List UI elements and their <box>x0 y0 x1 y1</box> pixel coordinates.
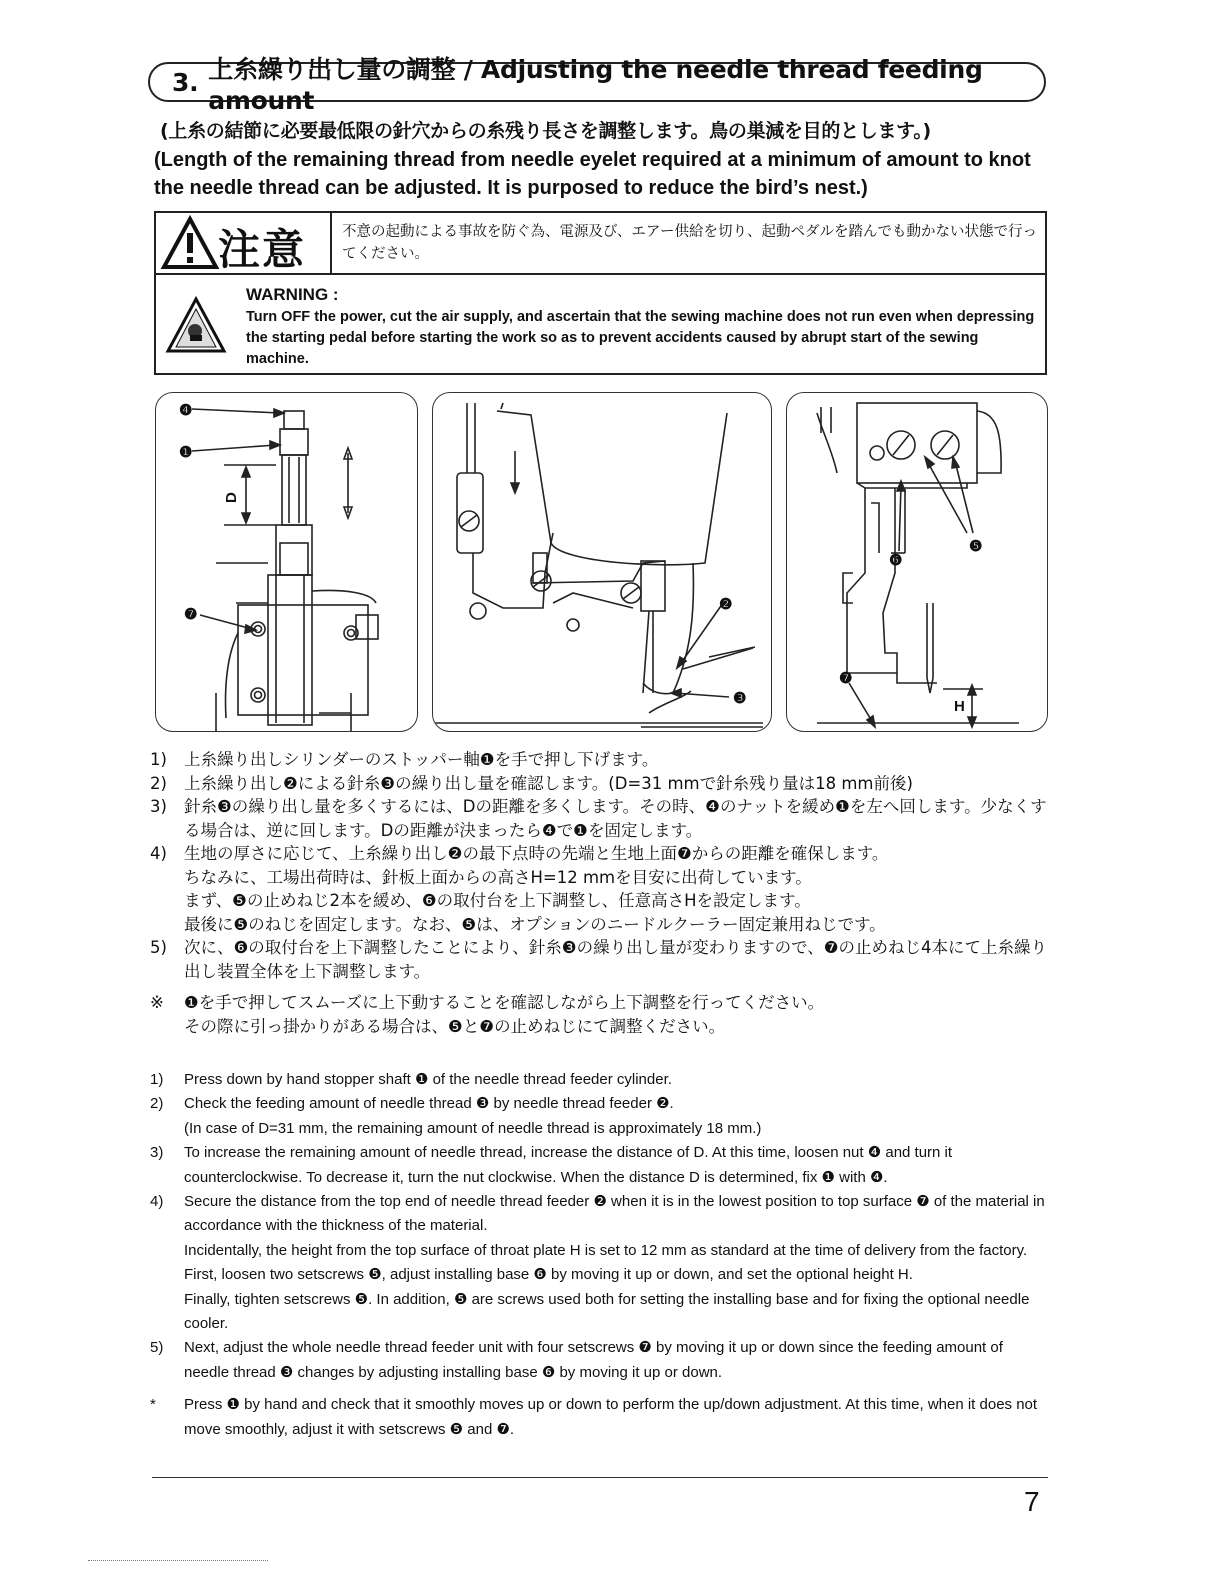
en-step: 1) Press down by hand stopper shaft ❶ of the needle thread feeder cylinder. <box>150 1071 672 1088</box>
ja-step: 1) 上糸繰り出しシリンダーのストッパー軸❶を手で押し下げます。 <box>150 750 659 769</box>
warning-title: WARNING : <box>246 285 339 304</box>
fig1-label-nut: ❹ <box>179 402 193 419</box>
fig2-label-thread: ❸ <box>733 690 747 707</box>
warning-box <box>154 211 1047 375</box>
caution-row <box>156 213 1045 275</box>
fig1-label-screw: ❼ <box>184 606 198 623</box>
en-step: 3) To increase the remaining amount of needle thread, increase the distance of D. At this time, loosen nut ❹ and turn it counterclockwise. To decrease it, turn the nut clockwise. When the distance D is determined, fix ❶ with ❹. <box>150 1144 953 1186</box>
fig1-label-d: D <box>223 492 240 503</box>
japanese-instructions <box>150 748 1060 1038</box>
subtitle-english: (Length of the remaining thread from needle eyelet required at a minimum of amount to knot the needle thread can be adjusted. It is purposed to reduce the bird’s nest.) <box>154 149 1031 199</box>
ja-step: 3) 針糸❸の繰り出し量を多くするには、Dの距離を多くします。その時、❹のナットを緩め❶を左へ回します。少なくする場合は、逆に回します。Dの距離が決まったら❹で❶を固定します。 <box>150 797 1047 840</box>
figure-thread-feeder <box>432 392 772 732</box>
fig3-label-base: ❻ <box>889 552 903 569</box>
ja-step: 2) 上糸繰り出し❷による針糸❸の繰り出し量を確認します。(D=31 mmで針糸残り量は18 mm前後) <box>150 773 913 793</box>
en-step: 4) Secure the distance from the top end of needle thread feeder ❷ when it is in the lowest position to top surface ❼ of the material in accordance with the thickness of the material. Incidentally, the height from the top surface of throat plate H is set to 12 mm as standard at the time of delivery from the factory. First, loosen two setscrews ❺, adjust installing base ❻ by moving it up or down, and set the optional height H. Finally, tighten setscrews ❺. In addition, ❺ are screws used both for setting the installing base and for fixing the optional needle cooler. <box>150 1193 1045 1333</box>
section-number: 3. <box>172 67 199 97</box>
ja-step: 4) 生地の厚さに応じて、上糸繰り出し❷の最下点時の先端と生地上面❼からの距離を確保します。 ちなみに、工場出荷時は、針板上面からの高さH=12 mmを目安に出荷しています。 まず、❺の止めねじ2本を緩め、❻の取付台を上下調整し、任意高さHを設定します。 最後に❺のねじを固定します。なお、❺は、オプションのニードルクーラー固定兼用ねじです。 <box>150 844 889 934</box>
figure-installing-base <box>786 392 1048 732</box>
section-heading <box>148 54 1046 115</box>
fig1-label-shaft: ❶ <box>179 444 193 461</box>
english-instructions <box>150 1068 1050 1442</box>
footer-divider <box>152 1477 1048 1478</box>
fig2-label-feeder: ❷ <box>719 596 733 613</box>
ja-step: 5) 次に、❻の取付台を上下調整したことにより、針糸❸の繰り出し量が変わりますので、❼の止めねじ4本にて上糸繰り出し装置全体を上下調整します。 <box>150 938 1048 981</box>
page-number: 7 <box>1024 1486 1040 1517</box>
en-note: * Press ❶ by hand and check that it smoothly moves up or down to perform the up/down adjustment. At this time, when it does not move smoothly, adjust it with setscrews ❺ and ❼. <box>150 1396 1038 1438</box>
subtitle-japanese: (上糸の結節に必要最低限の針穴からの糸残り長さを調整します。鳥の巣減を目的とします。) <box>160 120 931 142</box>
caution-label-cell <box>156 213 332 273</box>
section-title: 上糸繰り出し量の調整 / Adjusting the needle thread feeding amount <box>208 54 983 115</box>
figure-installing-base-drawing <box>787 393 1048 732</box>
figure-thread-feeder-drawing <box>433 393 772 732</box>
fig3-label-material: ❼ <box>839 670 853 687</box>
figure-stopper-shaft-drawing <box>156 393 418 732</box>
en-step: 2) Check the feeding amount of needle thread ❸ by needle thread feeder ❷. (In case of D=31 mm, the remaining amount of needle thread is approximately 18 mm.) <box>150 1095 762 1137</box>
ja-note: ※ ❶を手で押してスムーズに上下動することを確認しながら上下調整を行ってください。 その際に引っ掛かりがある場合は、❺と❼の止めねじにて調整ください。 <box>150 993 825 1036</box>
en-step: 5) Next, adjust the whole needle thread feeder unit with four setscrews ❼ by moving it up or down since the feeding amount of needle thread ❸ changes by adjusting installing base ❻ by moving it up or down. <box>150 1339 1003 1381</box>
caution-label: 注意 <box>218 225 307 274</box>
fig3-label-h: H <box>954 698 965 715</box>
fig3-label-setscrews: ❺ <box>969 538 983 555</box>
figure-stopper-shaft <box>155 392 418 732</box>
hand-hazard-icon <box>164 295 228 357</box>
caution-text: 不意の起動による事故を防ぐ為、電源及び、エアー供給を切り、起動ペダルを踏んでも動かない状態で行ってください。 <box>342 224 1037 262</box>
caution-triangle-icon <box>160 215 220 271</box>
scan-artifact-line <box>88 1560 268 1561</box>
warning-text: Turn OFF the power, cut the air supply, and ascertain that the sewing machine does not run even when depressing the starting pedal before starting the work so as to prevent accidents caused by abrupt start of the sewing machine. <box>246 309 1035 367</box>
